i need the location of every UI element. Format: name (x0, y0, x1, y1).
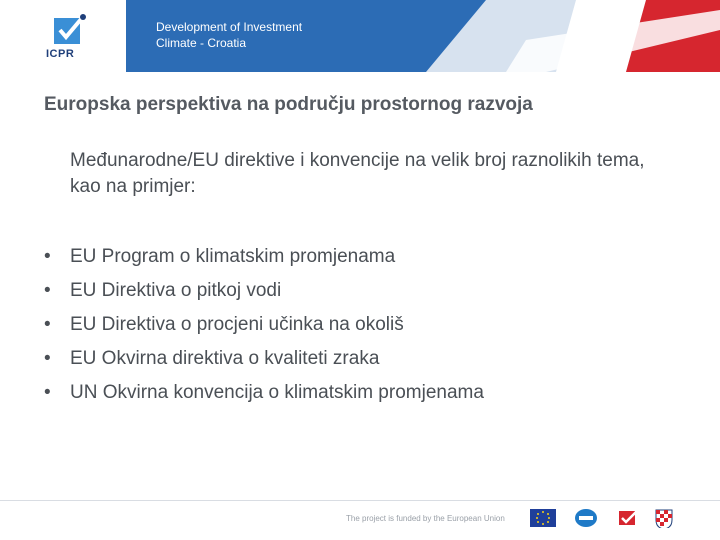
list-item (44, 311, 484, 345)
list-item-text: EU Direktiva o procjeni učinka na okoliš (70, 314, 404, 335)
eu-flag-icon (530, 508, 556, 528)
icpr-logo (0, 0, 126, 72)
checkmark-logo-icon (616, 508, 640, 528)
bullet-icon: • (44, 246, 51, 267)
header (0, 0, 720, 72)
bullet-icon: • (44, 348, 51, 369)
bullet-icon: • (44, 280, 51, 301)
croatia-coat-of-arms-icon (654, 508, 674, 528)
slide-title: Europska perspektiva na području prostornog razvoja (44, 94, 533, 115)
logo-text: ICPR (46, 48, 75, 60)
partner-logo-icon (574, 508, 598, 528)
banner-title-line1: Development of Investment (156, 20, 303, 34)
list-item (44, 379, 484, 413)
bullet-list (44, 243, 484, 413)
list-item-text: EU Direktiva o pitkoj vodi (70, 280, 282, 301)
intro-text: Međunarodne/EU direktive i konvencije na velik broj raznolikih tema, kao na primjer: (70, 150, 645, 197)
banner-title-line2: Climate - Croatia (156, 36, 247, 50)
list-item (44, 345, 484, 379)
header-banner (126, 0, 720, 72)
bullet-icon: • (44, 314, 51, 335)
list-item-text: UN Okvirna konvencija o klimatskim promjenama (70, 382, 484, 403)
list-item (44, 277, 484, 311)
list-item-text: EU Okvirna direktiva o kvaliteti zraka (70, 348, 380, 369)
footer-divider (0, 500, 720, 501)
list-item-text: EU Program o klimatskim promjenama (70, 246, 396, 267)
list-item (44, 243, 484, 277)
bullet-icon: • (44, 382, 51, 403)
footer-funding-text: The project is funded by the European Union (346, 514, 505, 523)
checkmark-logo-icon (52, 12, 88, 48)
